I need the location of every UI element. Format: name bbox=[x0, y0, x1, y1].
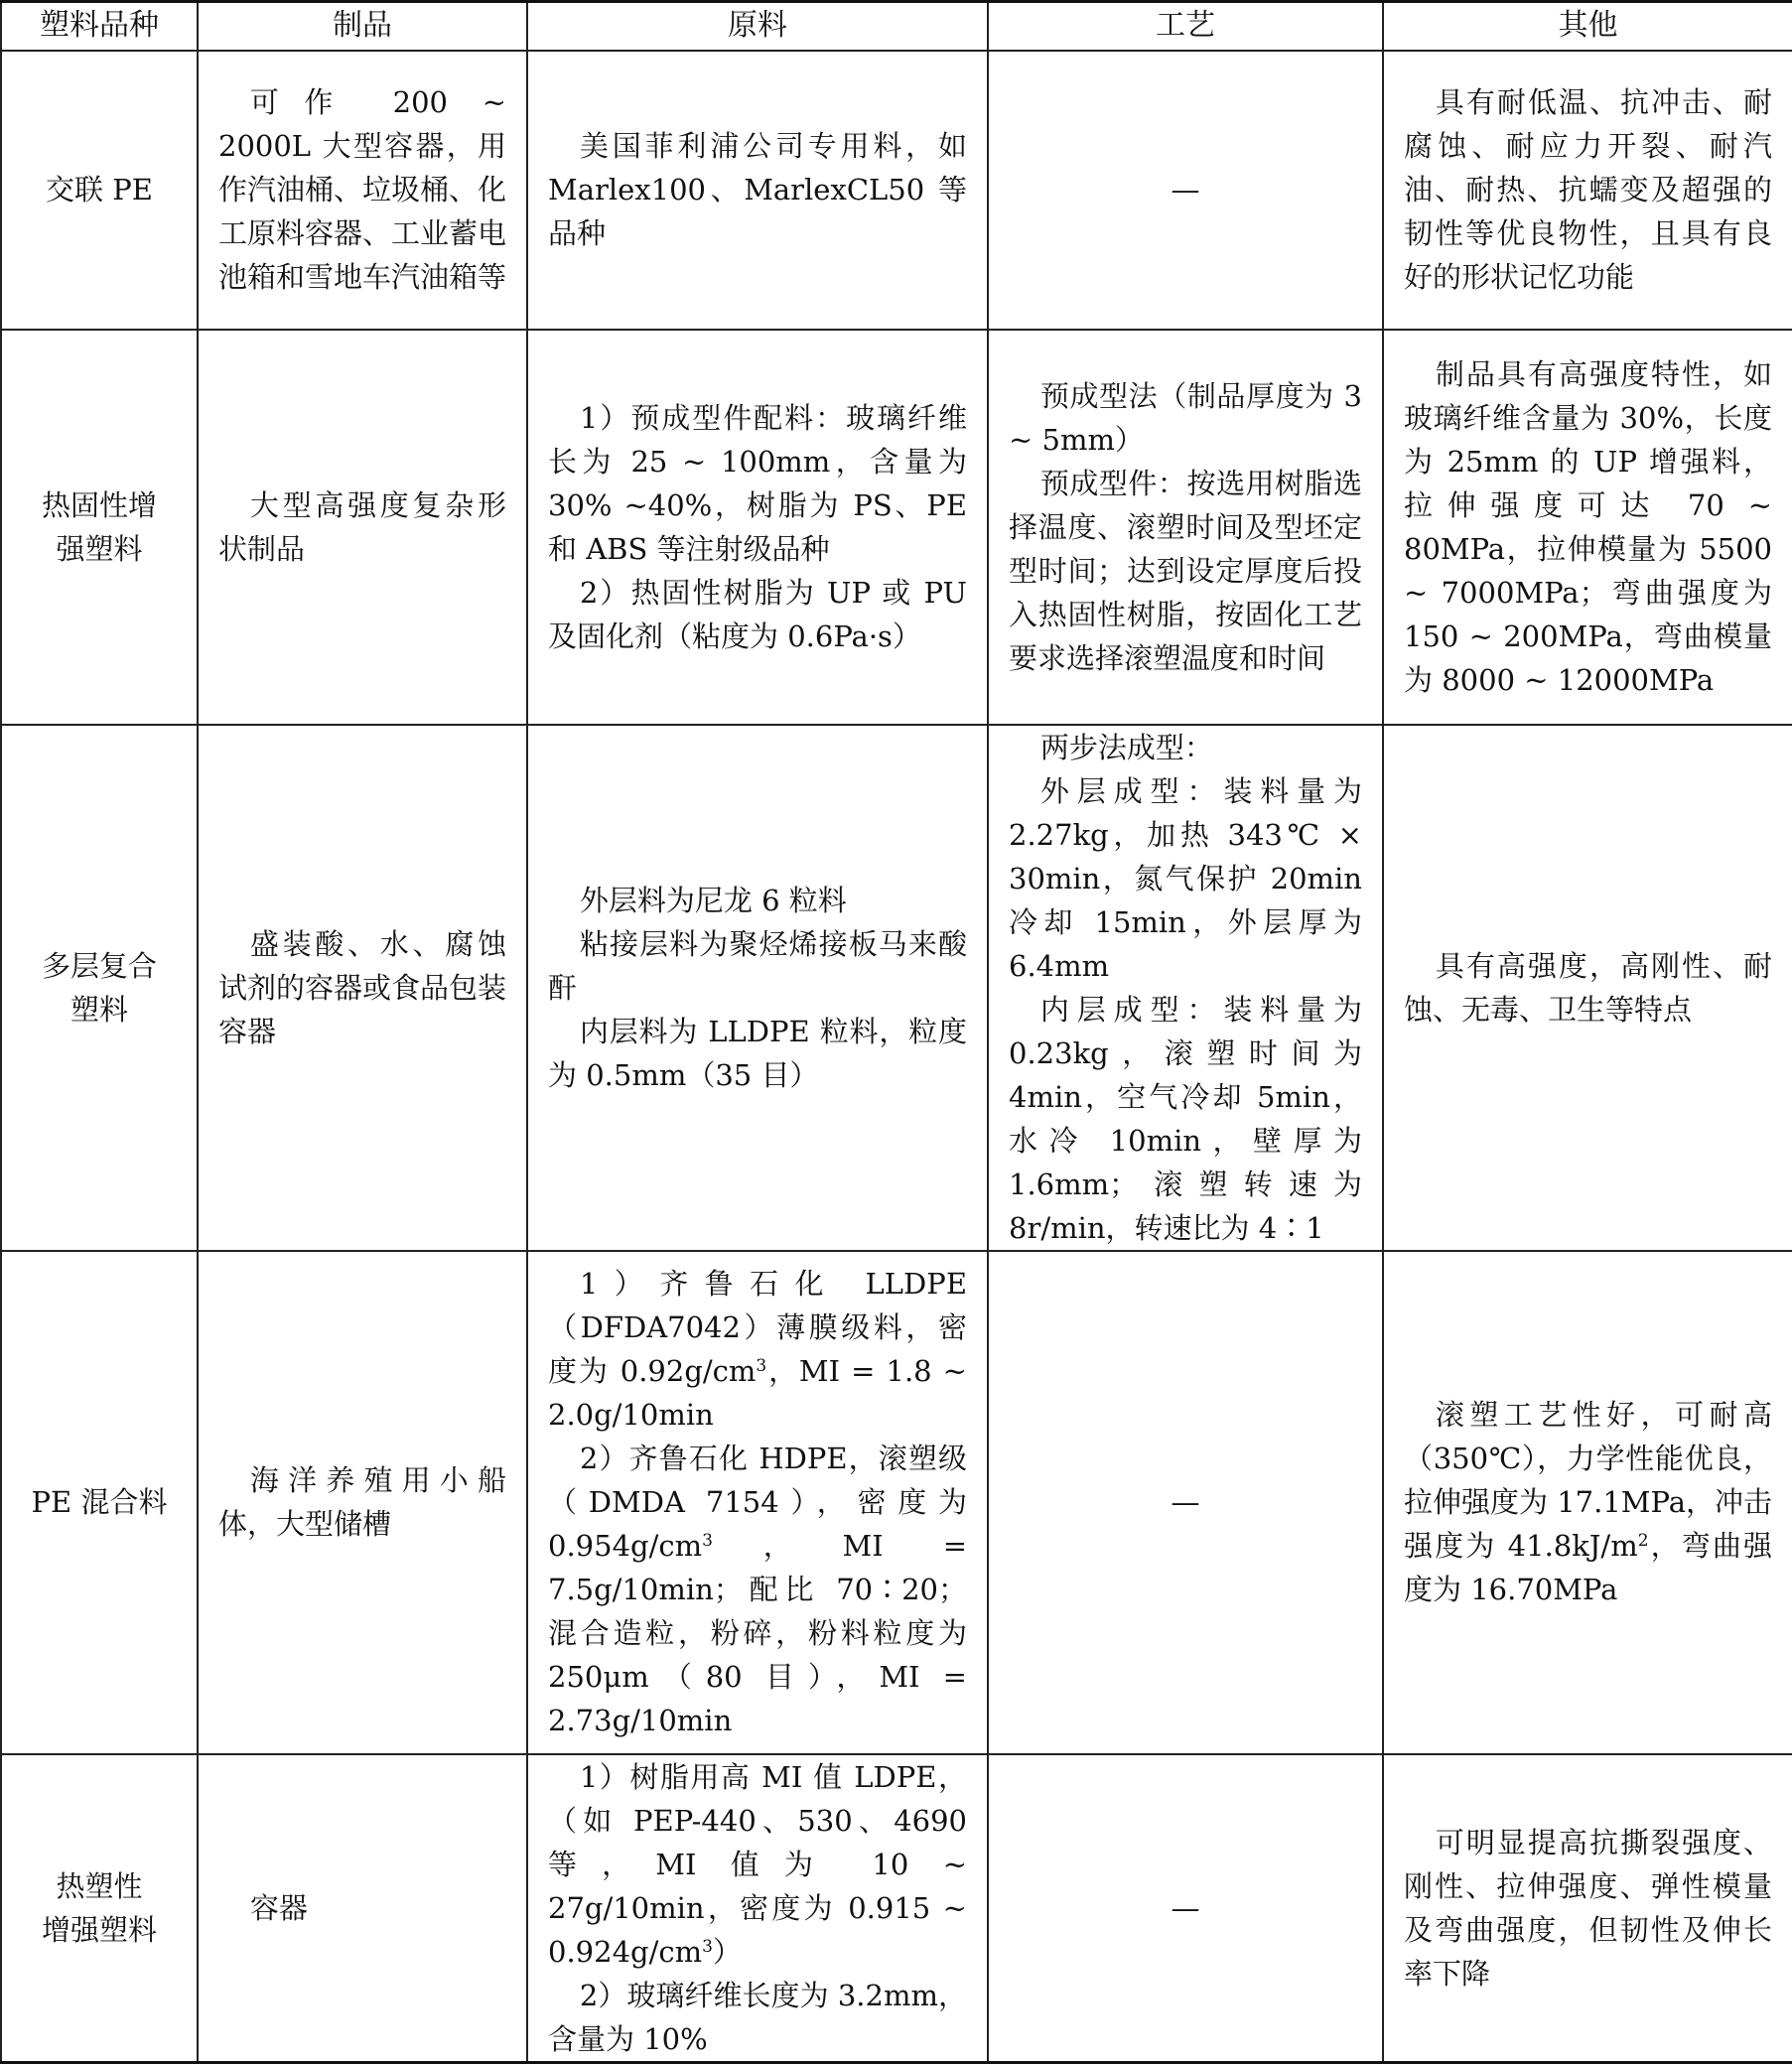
superscript: 3 bbox=[702, 1936, 713, 1957]
other-text bbox=[1404, 1393, 1772, 1611]
variety-line: 热固性增 bbox=[41, 487, 157, 522]
process-text: — bbox=[1171, 1485, 1200, 1519]
cell-other bbox=[1383, 1754, 1792, 2063]
material-text: 外层料为尼龙 6 粒料 bbox=[579, 883, 847, 917]
variety-line: 多层复合 bbox=[41, 948, 157, 983]
cell-product bbox=[198, 51, 527, 330]
cell-other bbox=[1383, 330, 1792, 725]
cell-variety bbox=[1, 1251, 198, 1754]
product-text: 可作 200 ~ 2000L 大型容器，用作汽油桶、垃圾桶、化工原料容器、工业蓄电池箱和雪地车汽油箱等 bbox=[218, 85, 507, 294]
variety-text: PE 混合料 bbox=[31, 1485, 168, 1519]
material-text: 粘接层料为聚烃烯接板马来酸酐 bbox=[548, 926, 967, 1005]
material-text: 美国菲利浦公司专用料，如 Marlex100、MarlexCL50 等品种 bbox=[548, 129, 967, 250]
cell-other bbox=[1383, 725, 1792, 1251]
table-row bbox=[1, 51, 1792, 330]
material-text bbox=[548, 1755, 967, 1974]
material-text bbox=[548, 1437, 967, 1742]
cell-material bbox=[527, 330, 988, 725]
other-text: 具有耐低温、抗冲击、耐腐蚀、耐应力开裂、耐汽油、耐热、抗蠕变及超强的韧性等优良物性，且具有良好的形状记忆功能 bbox=[1404, 85, 1772, 294]
cell-process bbox=[988, 51, 1383, 330]
cell-variety bbox=[1, 330, 198, 725]
material-text-part: ，MI = 1.8 ~ 2.0g/10min bbox=[548, 1354, 967, 1432]
variety-line: 增强塑料 bbox=[41, 1912, 157, 1947]
product-text: 大型高强度复杂形状制品 bbox=[218, 487, 506, 566]
product-text: 容器 bbox=[249, 1890, 308, 1925]
cell-process bbox=[988, 330, 1383, 725]
table-row bbox=[1, 1754, 1792, 2063]
process-text: 两步法成型： bbox=[1039, 730, 1213, 764]
cell-other bbox=[1383, 1251, 1792, 1754]
cell-product bbox=[198, 330, 527, 725]
process-text: 外层成型：装料量为 2.27kg，加热 343℃ × 30min，氮气保护 20min 冷却 15min，外层厚为 6.4mm bbox=[1009, 773, 1362, 983]
material-text-part: ，MI = 7.5g/10min；配比 70∶20；混合造粒，粉碎，粉料粒度为 250μm（80 目），MI = 2.73g/10min bbox=[548, 1529, 967, 1737]
header-variety: 塑料品种 bbox=[1, 2, 198, 51]
cell-process bbox=[988, 1754, 1383, 2063]
process-text: 预成型件：按选用树脂选择温度、滚塑时间及型坯定型时间；达到设定厚度后投入热固性树脂，按固化工艺要求选择滚塑温度和时间 bbox=[1009, 466, 1362, 675]
cell-material bbox=[527, 1754, 988, 2063]
other-text: 可明显提高抗撕裂强度、刚性、拉伸强度、弹性模量及弯曲强度，但韧性及伸长率下降 bbox=[1404, 1825, 1772, 1991]
other-text: 制品具有高强度特性，如玻璃纤维含量为 30%，长度为 25mm 的 UP 增强料，拉伸强度可达 70 ~ 80MPa，拉伸模量为 5500 ~ 7000MPa；弯曲强度为 150 ~ 200MPa，弯曲模量为 8000 ~ 12000MPa bbox=[1404, 356, 1772, 697]
material-text: 1）预成型件配料：玻璃纤维长为 25 ~ 100mm，含量为 30% ~40%，树脂为 PS、PE 和 ABS 等注射级品种 bbox=[548, 400, 967, 566]
cell-product bbox=[198, 725, 527, 1251]
cell-product bbox=[198, 1251, 527, 1754]
variety-line: 热塑性 bbox=[56, 1868, 143, 1903]
process-text: 内层成型：装料量为 0.23kg，滚塑时间为 4min，空气冷却 5min，水冷 10min，壁厚为 1.6mm；滚塑转速为 8r/min，转速比为 4∶1 bbox=[1009, 992, 1362, 1245]
variety-text: 交联 PE bbox=[46, 173, 153, 206]
cell-product bbox=[198, 1754, 527, 2063]
header-row bbox=[1, 2, 1792, 51]
header-product: 制品 bbox=[198, 2, 527, 51]
cell-process bbox=[988, 725, 1383, 1251]
other-text-part: ，弯曲强度为 16.70MPa bbox=[1404, 1529, 1772, 1606]
process-text: — bbox=[1171, 1890, 1200, 1925]
table-row bbox=[1, 1251, 1792, 1754]
material-text-part: 1）齐鲁石化 LLDPE（DFDA7042）薄膜级料，密度为 0.92g/cm bbox=[548, 1267, 967, 1388]
cell-material bbox=[527, 51, 988, 330]
material-text-part: 2）齐鲁石化 HDPE，滚塑级（DMDA 7154），密度为 0.954g/cm bbox=[548, 1442, 967, 1563]
superscript: 3 bbox=[756, 1356, 767, 1376]
superscript: 2 bbox=[1637, 1531, 1649, 1551]
cell-variety bbox=[1, 1754, 198, 2063]
product-text: 盛装酸、水、腐蚀试剂的容器或食品包装容器 bbox=[218, 926, 507, 1048]
cell-material bbox=[527, 725, 988, 1251]
cell-material bbox=[527, 1251, 988, 1754]
header-other: 其他 bbox=[1383, 2, 1792, 51]
cell-process bbox=[988, 1251, 1383, 1754]
process-text: — bbox=[1171, 173, 1200, 206]
cell-variety bbox=[1, 51, 198, 330]
product-text: 海洋养殖用小船体，大型储槽 bbox=[218, 1463, 506, 1541]
superscript: 3 bbox=[702, 1531, 713, 1551]
material-text-part: ） bbox=[712, 1934, 742, 1969]
variety-line: 强塑料 bbox=[56, 531, 143, 566]
header-process: 工艺 bbox=[988, 2, 1383, 51]
material-text-part: 1）树脂用高 MI 值 LDPE，（如 PEP-440、530、4690 等，MI 值为 10 ~ 27g/10min，密度为 0.915 ~ 0.924g/cm bbox=[548, 1759, 967, 1969]
other-text: 具有高强度，高刚性、耐蚀、无毒、卫生等特点 bbox=[1404, 948, 1772, 1027]
cell-variety bbox=[1, 725, 198, 1251]
table-row bbox=[1, 330, 1792, 725]
material-text: 内层料为 LLDPE 粒料，粒度为 0.5mm（35 目） bbox=[548, 1014, 967, 1092]
header-material: 原料 bbox=[527, 2, 988, 51]
material-text: 2）热固性树脂为 UP 或 PU 及固化剂（粘度为 0.6Pa·s） bbox=[548, 575, 967, 653]
variety-line: 塑料 bbox=[69, 992, 128, 1027]
cell-other bbox=[1383, 51, 1792, 330]
material-text bbox=[548, 1262, 967, 1437]
other-text-part: 滚塑工艺性好，可耐高（350℃），力学性能优良，拉伸强度为 17.1MPa，冲击强度为 41.8kJ/m bbox=[1404, 1398, 1772, 1563]
process-text: 预成型法（制品厚度为 3 ~ 5mm） bbox=[1009, 378, 1362, 457]
material-text: 2）玻璃纤维长度为 3.2mm，含量为 10% bbox=[548, 1978, 967, 2056]
table-row bbox=[1, 725, 1792, 1251]
